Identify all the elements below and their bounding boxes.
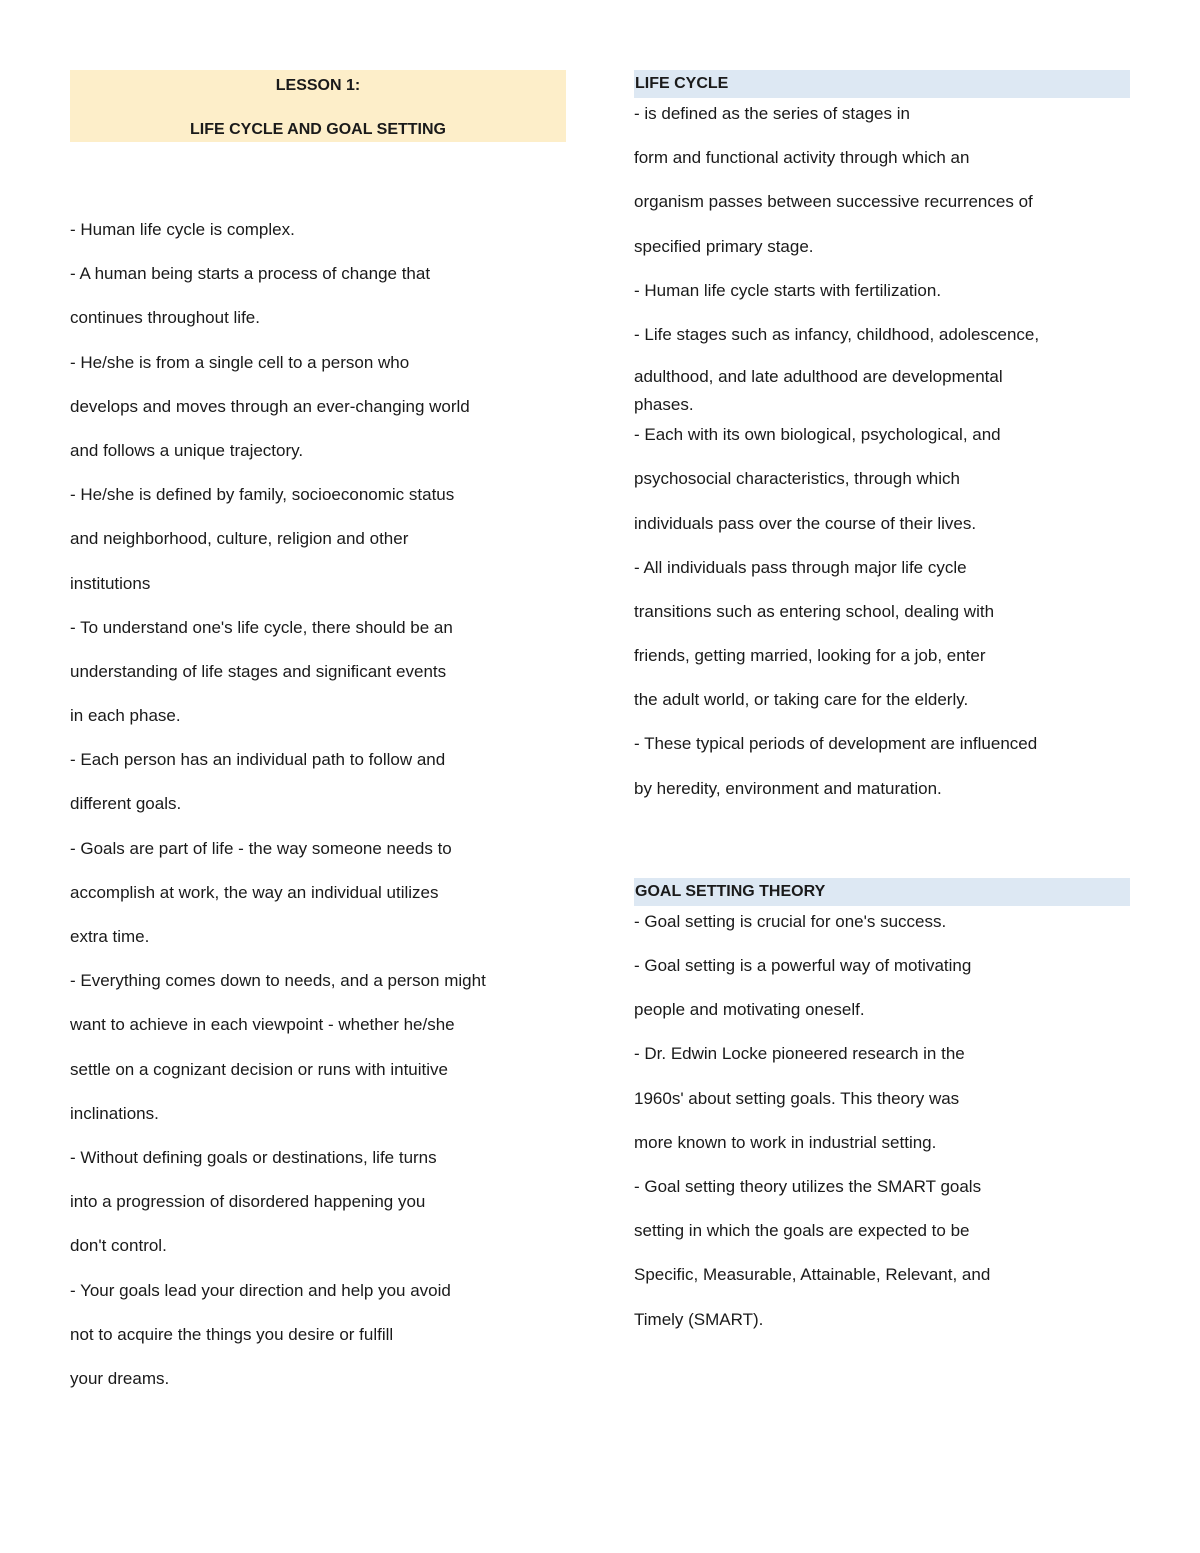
text-line: - Goals are part of life - the way someone needs to [70,838,452,858]
section-spacer [634,817,1130,878]
text-line: develops and moves through an ever-changing world [70,396,470,416]
text-line: - Everything comes down to needs, and a person might [70,971,486,991]
text-line: understanding of life stages and significant events [70,661,447,681]
text-line: - Without defining goals or destinations, life turns [70,1147,437,1167]
life-cycle-section [634,98,1130,817]
right-column [634,70,1130,1348]
text-line: organism passes between successive recurrences of [634,192,1033,212]
text-line: the adult world, or taking care for the elderly. [634,690,969,710]
goal-setting-section [634,906,1130,1348]
text-line: - Goal setting theory utilizes the SMART goals [634,1176,982,1196]
left-column [70,70,566,1407]
text-line: setting in which the goals are expected to be [634,1221,970,1241]
text-line: friends, getting married, looking for a job, enter [634,646,986,666]
text-line: - Goal setting is crucial for one's success. [634,911,947,931]
text-line: people and motivating oneself. [634,1000,865,1020]
goal-setting-heading: GOAL SETTING THEORY [634,878,1130,906]
text-line: - He/she is defined by family, socioeconomic status [70,485,455,505]
lesson-title: LIFE CYCLE AND GOAL SETTING [189,121,446,138]
text-line: - Human life cycle starts with fertilization. [634,280,942,300]
text-line: - These typical periods of development are influenced [634,734,1038,754]
text-line: and follows a unique trajectory. [70,440,304,460]
text-line: different goals. [70,794,182,814]
text-line: phases. [634,395,694,415]
text-line: in each phase. [70,706,181,726]
text-line: specified primary stage. [634,236,814,256]
text-line: extra time. [70,927,150,946]
text-line: form and functional activity through which an [634,148,970,168]
text-line: - Each person has an individual path to follow and [70,750,446,770]
text-line: want to achieve in each viewpoint - whether he/she [70,1015,455,1035]
text-line: adulthood, and late adulthood are developmental [634,367,1003,387]
text-line: your dreams. [70,1368,170,1388]
text-line: - Life stages such as infancy, childhood, adolescence, [634,324,1040,344]
text-line: - To understand one's life cycle, there should be an [70,617,453,637]
left-body [70,214,566,1407]
text-line: - Human life cycle is complex. [70,220,295,239]
life-cycle-heading: LIFE CYCLE [634,70,1130,98]
text-line: not to acquire the things you desire or fulfill [70,1324,394,1344]
text-line: - Each with its own biological, psychological, and [634,425,1001,445]
lesson-title-box [70,70,566,142]
lesson-number: LESSON 1: [275,77,361,94]
text-line: Timely (SMART). [634,1309,764,1329]
text-line: institutions [70,573,151,593]
text-line: inclinations. [70,1103,159,1123]
text-line: settle on a cognizant decision or runs with intuitive [70,1059,448,1079]
text-line: Specific, Measurable, Attainable, Relevant, and [634,1265,991,1285]
text-line: by heredity, environment and maturation. [634,778,942,798]
text-line: - Goal setting is a powerful way of motivating [634,956,972,975]
text-line: - He/she is from a single cell to a person who [70,352,410,372]
text-line: individuals pass over the course of their lives. [634,513,977,533]
text-line: - Dr. Edwin Locke pioneered research in the [634,1044,965,1064]
text-line: - A human being starts a process of change that [70,264,431,284]
text-line: 1960s' about setting goals. This theory was [634,1088,960,1108]
text-line: - All individuals pass through major life cycle [634,557,967,577]
text-line: and neighborhood, culture, religion and other [70,529,409,549]
text-line: more known to work in industrial setting. [634,1132,937,1152]
text-line: continues throughout life. [70,308,260,328]
text-line: - is defined as the series of stages in [634,104,910,123]
text-line: psychosocial characteristics, through which [634,469,960,489]
text-line: accomplish at work, the way an individual utilizes [70,882,439,902]
text-line: - Your goals lead your direction and help you avoid [70,1280,451,1300]
text-line: into a progression of disordered happening you [70,1192,426,1212]
text-line: don't control. [70,1236,167,1256]
text-line: transitions such as entering school, dealing with [634,601,995,621]
